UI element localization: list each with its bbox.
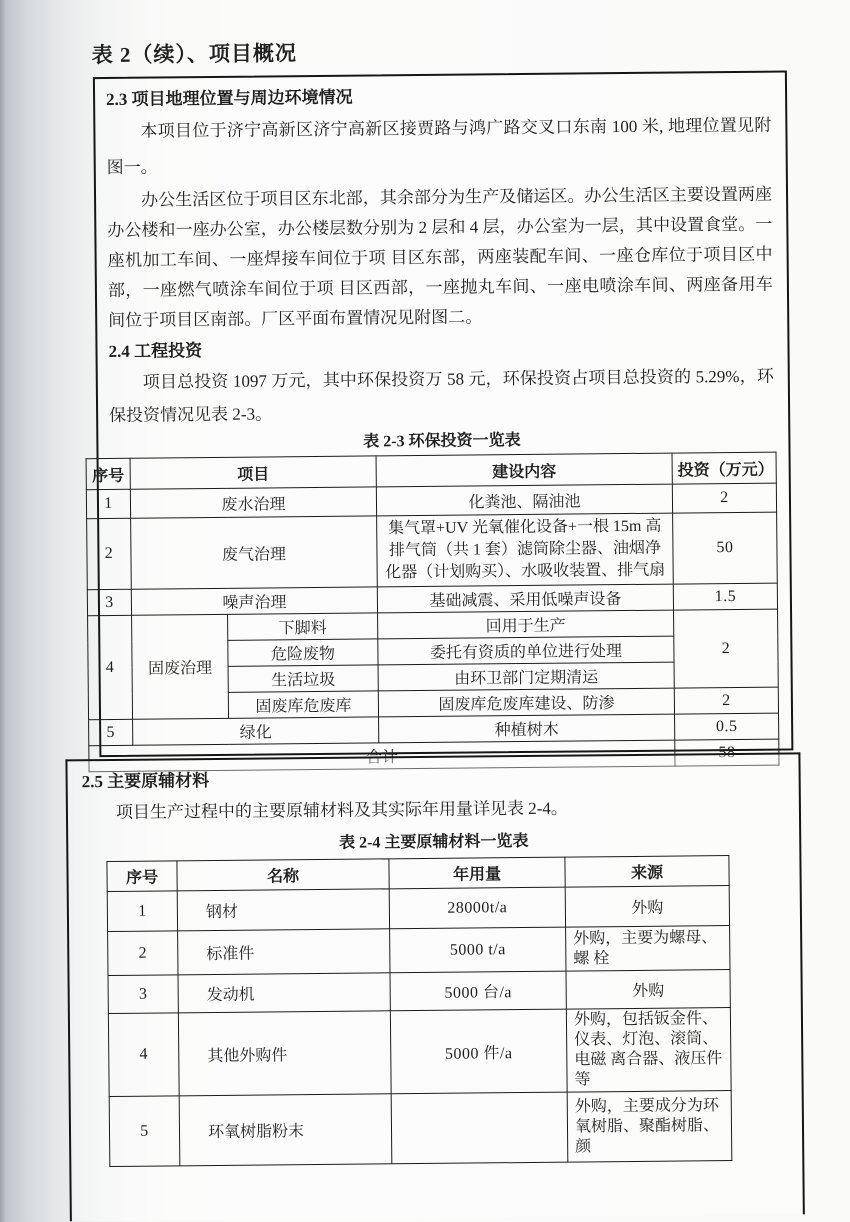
table-row <box>108 1008 731 1097</box>
col-header-investment: 投资（万元） <box>672 452 776 484</box>
table-2-3 <box>86 452 780 773</box>
table-2-3-caption: 表 2-3 环保投资一览表 <box>363 432 521 451</box>
cell-total-investment: 58 <box>675 739 779 766</box>
col-header-item: 项目 <box>130 456 376 489</box>
page-title: 表 2（续）、项目概况 <box>91 41 298 68</box>
paragraph-investment: 项目总投资 1097 万元，其中环保投资万 58 元，环保投资占项目总投资的 5.29%，环保投资情况见表 2-3。 <box>109 366 774 425</box>
cell-subcategory: 固废库危废库 <box>228 691 378 718</box>
table-row <box>107 886 729 932</box>
cell-subcategory: 下脚料 <box>228 613 378 640</box>
cell-name: 标准件 <box>178 929 390 975</box>
cell-amount: 5000 件/a <box>390 1009 567 1094</box>
paragraph-layout: 办公生活区位于项目区东北部，其余部分为生产及储运区。办公生活区主要设置两座办公楼和一座办公室，办公楼层数分别为 2 层和 4 层，办公室为一层，其中设置食堂。一座机加工车间、一座焊接车间位于项 目区东部，两座装配车间、一座仓库位于项目区中部，一座燃气喷涂车间位于项 目区西部，一座抛丸车间、一座电喷涂车间、两座备用车间位于项目区南部。厂区平面布置情况见附图二。 <box>107 184 773 330</box>
cell-amount: 5000 台/a <box>390 971 566 1011</box>
cell-no: 1 <box>86 489 130 518</box>
cell-item: 固废治理 <box>132 614 229 719</box>
section-box-2-3-2-4 <box>92 70 793 767</box>
cell-amount: 28000t/a <box>389 887 565 929</box>
cell-investment: 2 <box>674 609 779 688</box>
cell-name: 其他外购件 <box>178 1011 391 1096</box>
col-header-name: 名称 <box>177 859 389 891</box>
cell-source: 外购，包括钣金件、仪表、灯泡、滚筒、电磁 离合器、液压件等 <box>566 1008 731 1093</box>
section-heading-2-3: 2.3 项目地理位置与周边环境情况 <box>106 87 353 109</box>
table-2-4 <box>106 855 732 1167</box>
cell-item: 废水治理 <box>130 487 376 518</box>
cell-content: 集气罩+UV 光氧催化设备+一根 15m 高排气筒（共 1 套）滤筒除尘器、油烟净化器（计划购买）、水吸收装置、排气扇 <box>377 513 674 587</box>
cell-no: 3 <box>108 975 178 1014</box>
cell-investment: 50 <box>673 512 778 584</box>
table-2-4-caption: 表 2-4 主要原辅材料一览表 <box>338 832 529 852</box>
cell-no: 5 <box>89 719 133 745</box>
cell-content: 固废库危废库建设、防渗 <box>378 688 674 717</box>
cell-content: 委托有资质的单位进行处理 <box>378 636 674 665</box>
col-header-no: 序号 <box>86 458 130 489</box>
table-row <box>108 926 730 976</box>
table-row <box>108 970 730 1014</box>
cell-content: 由环卫部门定期清运 <box>378 662 674 691</box>
cell-investment: 2 <box>672 483 776 513</box>
cell-name: 钢材 <box>177 889 389 931</box>
cell-amount: 5000 t/a <box>390 927 566 973</box>
cell-name: 环氧树脂粉末 <box>179 1094 392 1166</box>
cell-item: 绿化 <box>133 717 379 745</box>
cell-no: 2 <box>87 518 132 589</box>
cell-subcategory: 危险废物 <box>228 639 378 666</box>
cell-investment: 2 <box>674 687 778 714</box>
cell-content: 基础减震、采用低噪声设备 <box>377 584 673 613</box>
cell-no: 1 <box>107 891 177 932</box>
paragraph-materials: 项目生产过程中的主要原辅材料及其实际年用量详见表 2-4。 <box>115 798 568 822</box>
col-header-no: 序号 <box>107 861 177 892</box>
cell-content: 化粪池、隔油池 <box>376 484 672 516</box>
section-heading-2-5: 2.5 主要原辅材料 <box>81 771 210 792</box>
paragraph-location: 本项目位于济宁高新区济宁高新区接贾路与鸿广路交叉口东南 100 米, 地理位置见附图一。 <box>106 115 772 177</box>
cell-content: 回用于生产 <box>378 610 674 639</box>
cell-no: 5 <box>109 1096 180 1167</box>
cell-investment: 1.5 <box>673 583 777 610</box>
cell-item: 废气治理 <box>131 516 378 589</box>
cell-name: 发动机 <box>178 973 390 1013</box>
cell-no: 2 <box>108 931 178 976</box>
table-row <box>88 609 778 642</box>
col-header-source: 来源 <box>565 856 729 888</box>
table-row <box>109 1091 732 1167</box>
cell-investment: 0.5 <box>675 713 779 740</box>
cell-amount <box>391 1092 568 1164</box>
cell-total-label: 合计 <box>89 740 675 772</box>
col-header-content: 建设内容 <box>376 453 672 487</box>
cell-content: 种植树木 <box>379 714 675 743</box>
cell-source: 外购 <box>566 970 730 1010</box>
cell-no: 4 <box>108 1013 179 1097</box>
cell-source: 外购，主要为螺母、螺 栓 <box>566 926 730 972</box>
section-box-2-5 <box>65 752 804 1221</box>
cell-no: 3 <box>87 589 131 615</box>
cell-no: 4 <box>88 615 133 719</box>
table-row <box>87 512 778 590</box>
cell-source: 外购，主要成分为环氧树脂、聚酯树脂、颜 <box>567 1091 732 1163</box>
section-heading-2-4: 2.4 工程投资 <box>108 341 203 361</box>
col-header-amount: 年用量 <box>389 857 565 889</box>
cell-source: 外购 <box>565 886 729 928</box>
cell-item: 噪声治理 <box>131 587 377 615</box>
cell-subcategory: 生活垃圾 <box>228 665 378 692</box>
